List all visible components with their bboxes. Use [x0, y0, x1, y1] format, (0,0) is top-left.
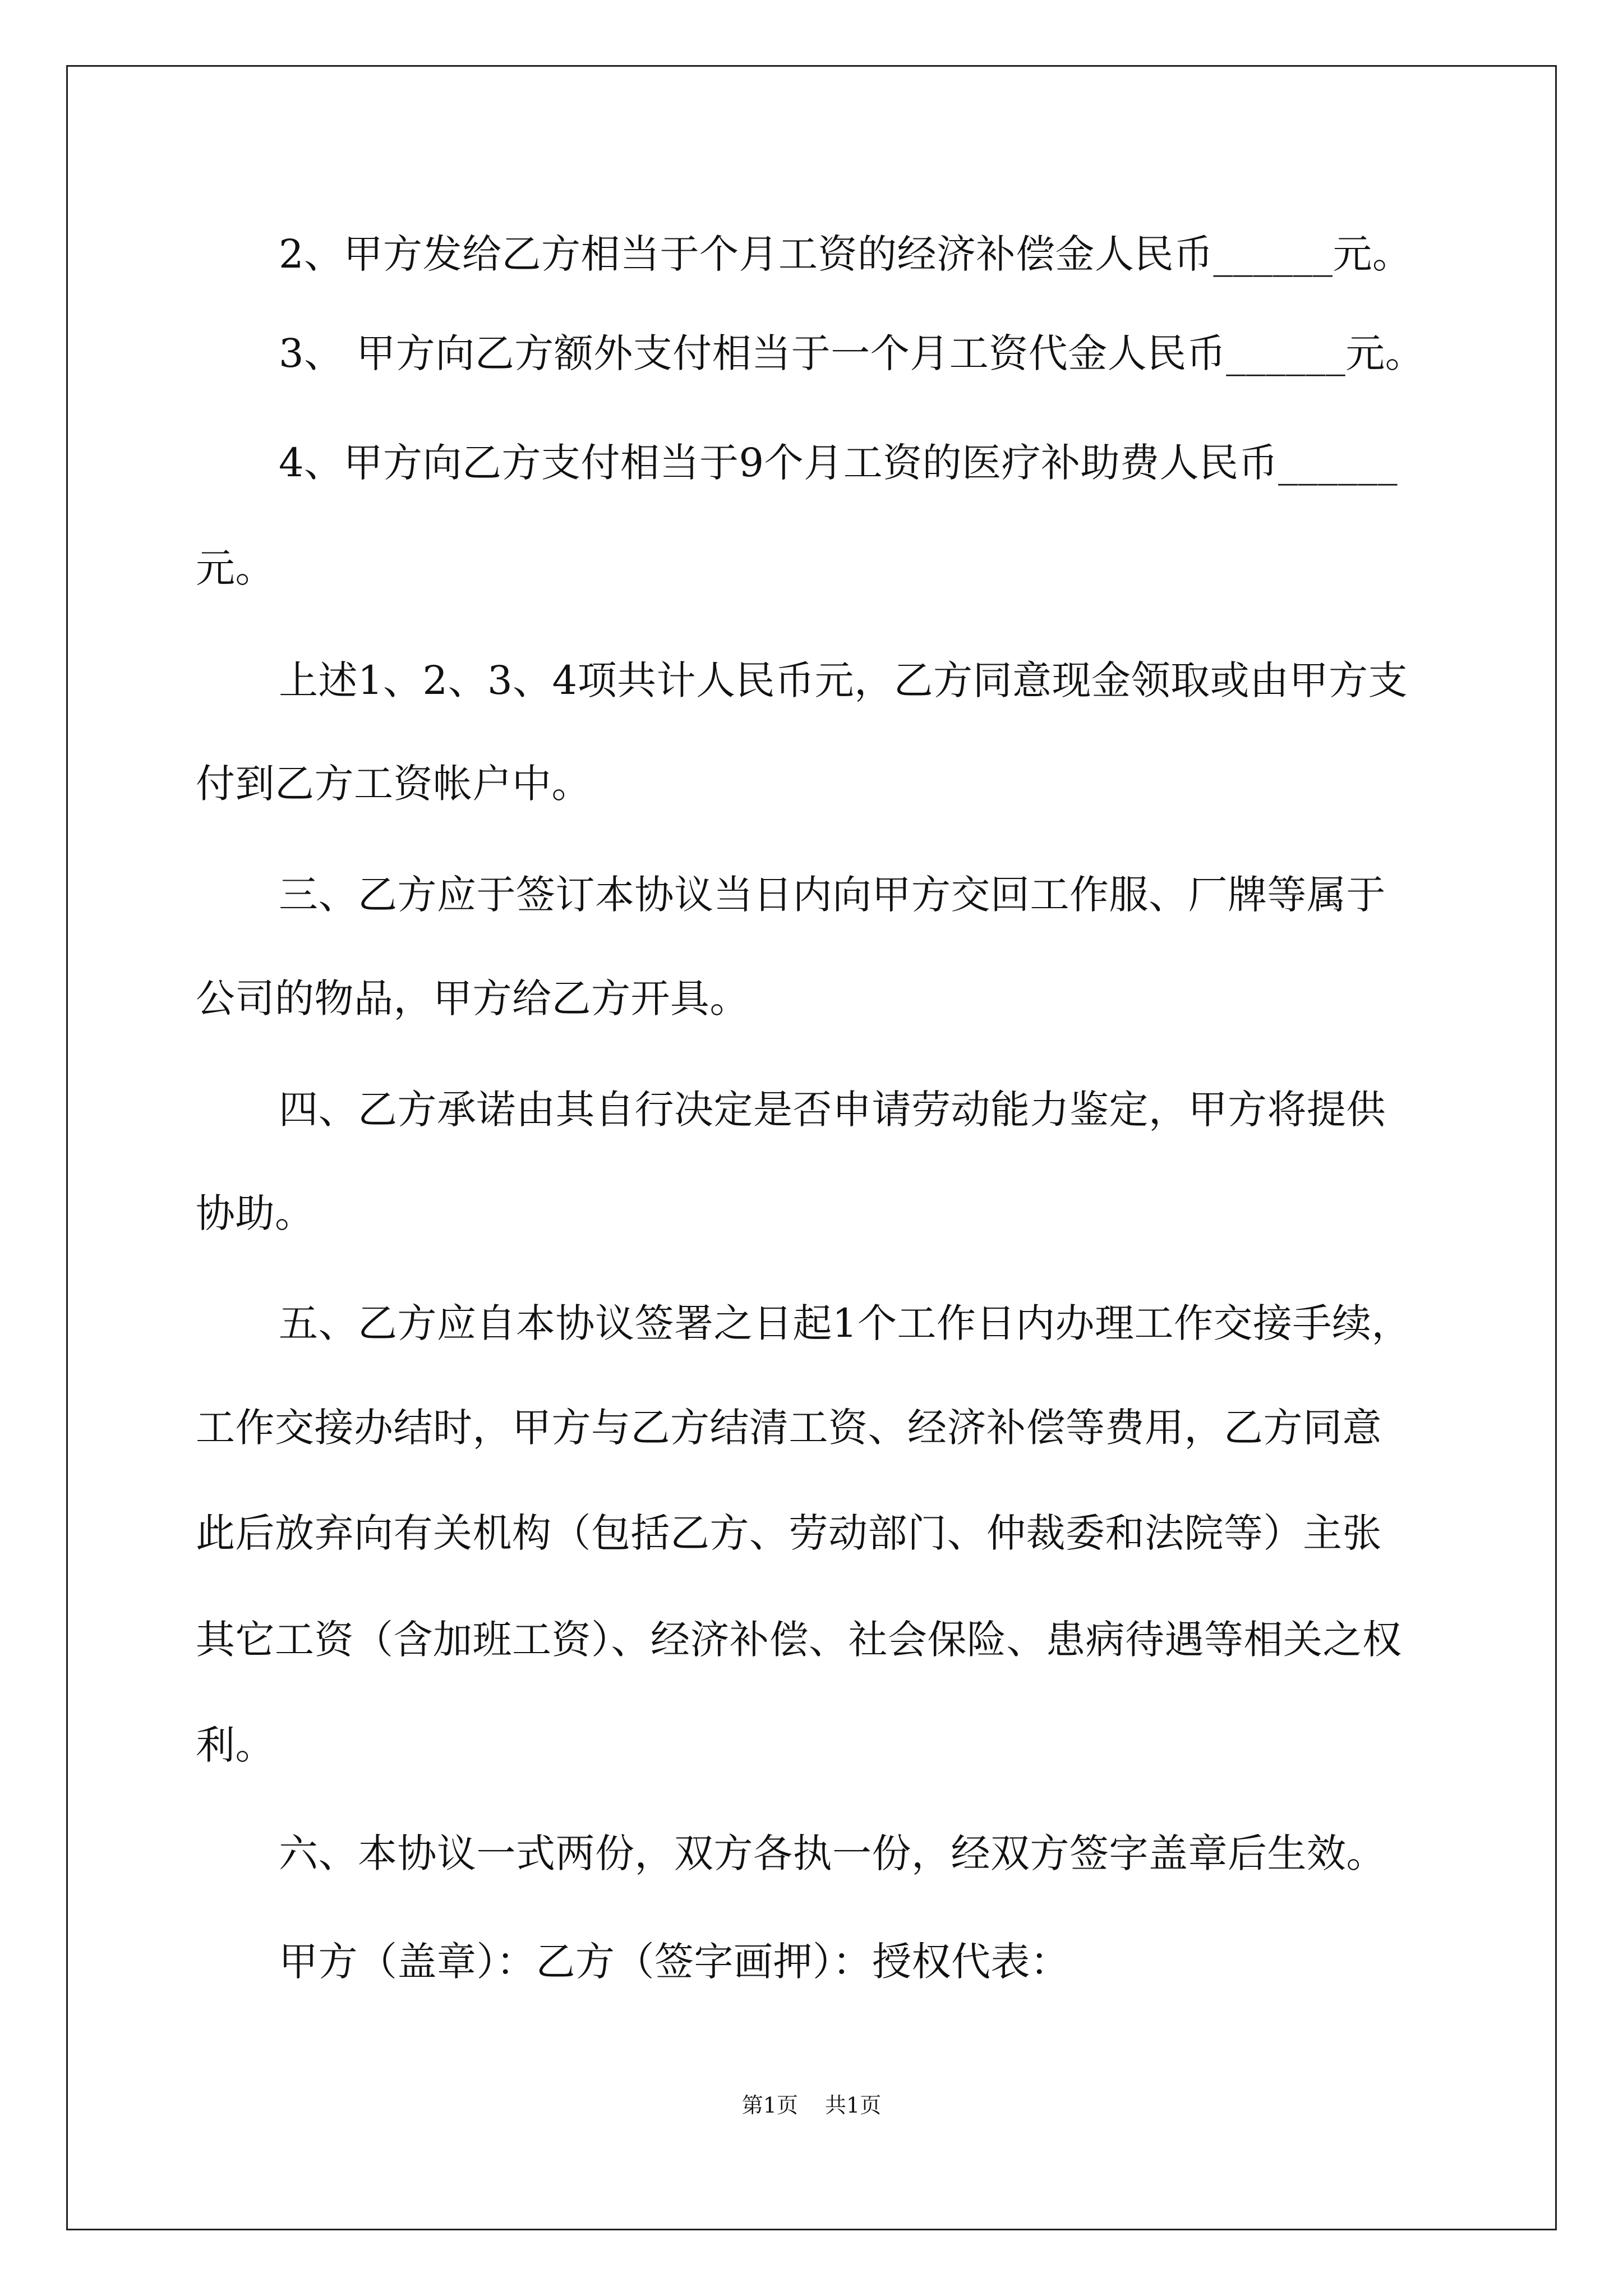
clause-4-line-1: 4、甲方向乙方支付相当于9个月工资的医疗补助费人民币______	[279, 440, 1398, 486]
total-line-1: 上述1、2、3、4项共计人民币元，乙方同意现金领取或由甲方支	[279, 657, 1408, 703]
clause-four-line-1: 四、乙方承诺由其自行决定是否申请劳动能力鉴定，甲方将提供	[279, 1087, 1386, 1133]
clause-five-line-2: 工作交接办结时，甲方与乙方结清工资、经济补偿等费用，乙方同意	[196, 1405, 1382, 1451]
signature-line: 甲方（盖章）：乙方（签字画押）：授权代表：	[279, 1939, 1070, 1985]
clause-five-line-4: 其它工资（含加班工资）、经济补偿、社会保险、患病待遇等相关之权	[196, 1617, 1402, 1663]
clause-four-line-2: 协助。	[196, 1190, 315, 1236]
page-footer	[0, 2091, 1623, 2119]
clause-five-line-3: 此后放弃向有关机构（包括乙方、劳动部门、仲裁委和法院等）主张	[196, 1510, 1382, 1556]
clause-five-line-1: 五、乙方应自本协议签署之日起1个工作日内办理工作交接手续，	[279, 1300, 1412, 1346]
page-total: 共1页	[825, 2093, 882, 2118]
total-line-2: 付到乙方工资帐户中。	[196, 761, 591, 807]
clause-five-line-5: 利。	[196, 1722, 275, 1768]
clause-three-line-2: 公司的物品，甲方给乙方开具。	[196, 976, 749, 1022]
clause-4-line-2: 元。	[196, 545, 275, 591]
clause-2-line: 2、甲方发给乙方相当于个月工资的经济补偿金人民币______元。	[279, 231, 1412, 277]
clause-six-line: 六、本协议一式两份，双方各执一份，经双方签字盖章后生效。	[279, 1830, 1386, 1876]
page-border	[66, 65, 1557, 2230]
clause-three-line-1: 三、乙方应于签订本协议当日内向甲方交回工作服、厂牌等属于	[279, 872, 1386, 918]
page-number: 第1页	[741, 2093, 798, 2118]
clause-3-line: 3、 甲方向乙方额外支付相当于一个月工资代金人民币______元。	[279, 330, 1425, 376]
